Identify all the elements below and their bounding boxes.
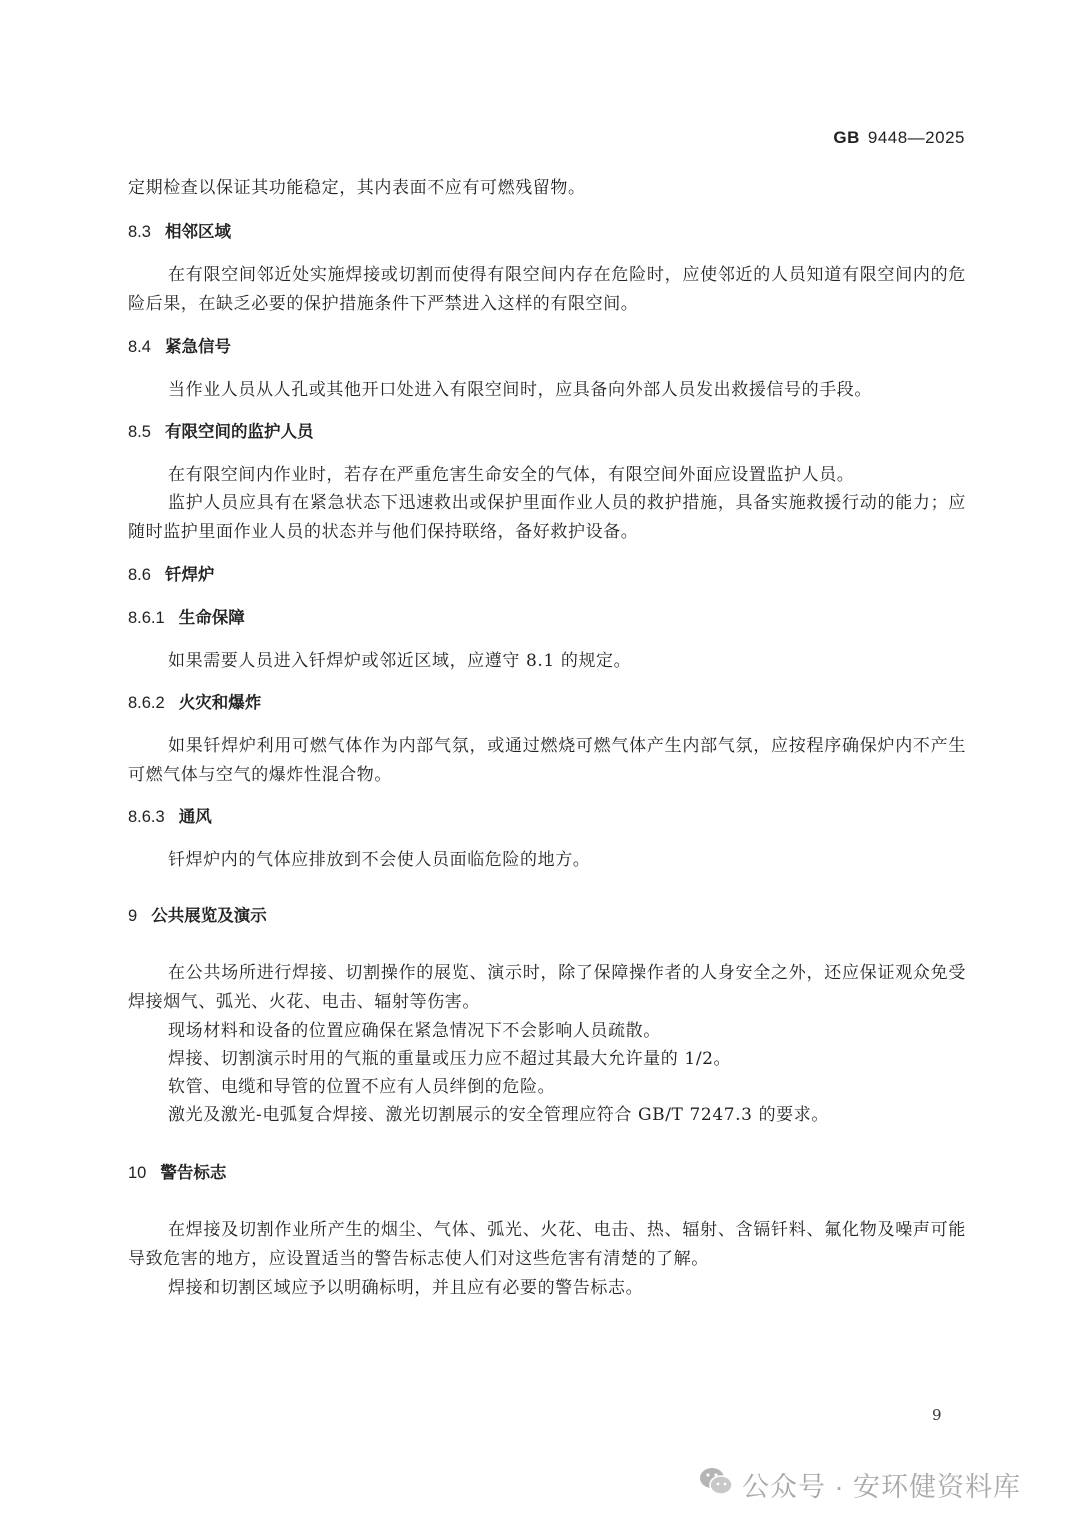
section-10-text-1: 在焊接及切割作业所产生的烟尘、气体、弧光、火花、电击、热、辐射、含镉钎料、氟化物及噪声可能导致危害的地方，应设置适当的警告标志使人们对这些危害有清楚的了解。: [128, 1220, 966, 1269]
section-9-heading: 9 公共展览及演示: [128, 907, 267, 925]
section-9-text-1: 在公共场所进行焊接、切割操作的展览、演示时，除了保障操作者的人身安全之外，还应保证观众免受焊接烟气、弧光、火花、电击、辐射等伤害。: [128, 963, 966, 1012]
section-10-text-2: 焊接和切割区域应予以明确标明，并且应有必要的警告标志。: [168, 1278, 644, 1298]
section-9-text-5: 激光及激光-电弧复合焊接、激光切割展示的安全管理应符合 GB/T 7247.3 的要求。: [168, 1105, 829, 1125]
section-8-6-3-text: 钎焊炉内的气体应排放到不会使人员面临危险的地方。: [168, 850, 591, 870]
section-8-4-heading: 8.4 紧急信号: [128, 338, 231, 356]
section-9-text-2: 现场材料和设备的位置应确保在紧急情况下不会影响人员疏散。: [168, 1021, 661, 1041]
section-8-5-text-1: 在有限空间内作业时，若存在严重危害生命安全的气体，有限空间外面应设置监护人员。: [168, 465, 855, 485]
section-9-text-3: 焊接、切割演示时用的气瓶的重量或压力应不超过其最大允许量的 1/2。: [168, 1049, 732, 1069]
standard-code: GB 9448—2025: [833, 128, 965, 147]
section-10-heading: 10 警告标志: [128, 1164, 227, 1182]
continued-paragraph: 定期检查以保证其功能稳定，其内表面不应有可燃残留物。: [128, 178, 586, 198]
section-8-6-1-heading: 8.6.1 生命保障: [128, 609, 245, 627]
wechat-icon: [698, 1465, 742, 1504]
section-8-5-text-2: 监护人员应具有在紧急状态下迅速救出或保护里面作业人员的救护措施，具备实施救援行动的能力；应随时监护里面作业人员的状态并与他们保持联络，备好救护设备。: [128, 493, 966, 542]
section-8-3-text: 在有限空间邻近处实施焊接或切割而使得有限空间内存在危险时，应使邻近的人员知道有限空间内的危险后果，在缺乏必要的保护措施条件下严禁进入这样的有限空间。: [128, 265, 966, 314]
section-8-6-2-heading: 8.6.2 火灾和爆炸: [128, 694, 262, 712]
section-8-5-heading: 8.5 有限空间的监护人员: [128, 423, 314, 441]
section-8-6-3-heading: 8.6.3 通风: [128, 808, 212, 826]
page-number: 9: [932, 1406, 942, 1424]
section-8-6-1-text: 如果需要人员进入钎焊炉或邻近区域，应遵守 8.1 的规定。: [168, 651, 632, 671]
watermark: 公众号 · 安环健资料库: [698, 1465, 1021, 1504]
section-9-text-4: 软管、电缆和导管的位置不应有人员绊倒的危险。: [168, 1077, 556, 1097]
section-8-4-text: 当作业人员从人孔或其他开口处进入有限空间时，应具备向外部人员发出救援信号的手段。: [168, 380, 872, 400]
section-8-3-heading: 8.3 相邻区域: [128, 223, 231, 241]
section-8-6-heading: 8.6 钎焊炉: [128, 566, 215, 584]
section-8-6-2-text: 如果钎焊炉利用可燃气体作为内部气氛，或通过燃烧可燃气体产生内部气氛，应按程序确保炉内不产生可燃气体与空气的爆炸性混合物。: [128, 736, 966, 785]
